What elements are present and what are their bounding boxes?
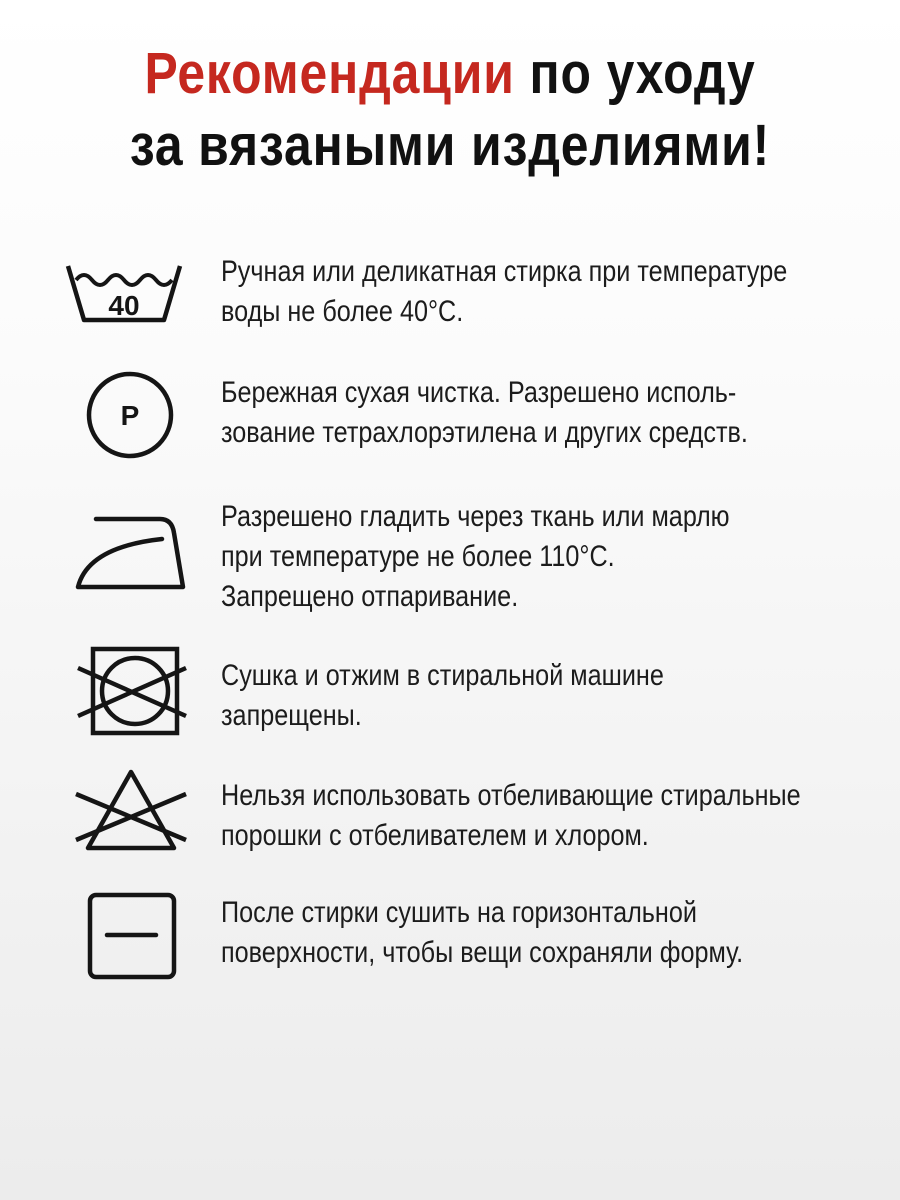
title-line-2: за вязаными изделиями!: [129, 113, 771, 178]
title-accent: Рекомендации: [144, 41, 515, 106]
care-text-dry-flat: [221, 893, 859, 973]
care-text-no-tumble-dry: [221, 656, 859, 736]
care-text-dry-clean: [221, 373, 859, 453]
care-text-iron: [221, 497, 859, 617]
title-line-1: [63, 38, 837, 110]
page-title: [63, 38, 837, 182]
care-text-line: Запрещено отпаривание.: [221, 580, 519, 613]
care-text-line: воды не более 40°С.: [221, 295, 464, 328]
care-text-line: поверхности, чтобы вещи сохраняли форму.: [221, 936, 744, 969]
care-text-line: запрещены.: [221, 699, 362, 732]
dry-flat-icon: [60, 891, 190, 983]
care-text-line: Разрешено гладить через ткань или марлю: [221, 500, 730, 533]
title-rest: по уходу: [514, 41, 756, 106]
care-text-no-bleach: [221, 776, 859, 856]
care-text-line: Сушка и отжим в стиральной машине: [221, 659, 664, 692]
care-text-line: зование тетрахлорэтилена и других средств.: [221, 416, 748, 449]
dry-clean-letter: P: [120, 400, 140, 431]
no-tumble-dry-icon: [60, 646, 190, 738]
care-text-line: Бережная сухая чистка. Разрешено исполь-: [221, 376, 737, 409]
dry-clean-p-icon: [60, 371, 190, 461]
care-text-line: Ручная или деликатная стирка при температуре: [221, 255, 788, 288]
hand-wash-40-icon: [60, 256, 190, 328]
no-bleach-icon: [60, 768, 190, 856]
care-text-line: Нельзя использовать отбеливающие стиральные: [221, 779, 801, 812]
care-text-line: После стирки сушить на горизонтальной: [221, 896, 697, 929]
wash-temperature-label: 40: [108, 290, 140, 321]
care-text-line: порошки с отбеливателем и хлором.: [221, 819, 649, 852]
iron-icon: [60, 511, 190, 591]
care-text-line: при температуре не более 110°С.: [221, 540, 615, 573]
care-text-hand-wash: [221, 252, 859, 332]
